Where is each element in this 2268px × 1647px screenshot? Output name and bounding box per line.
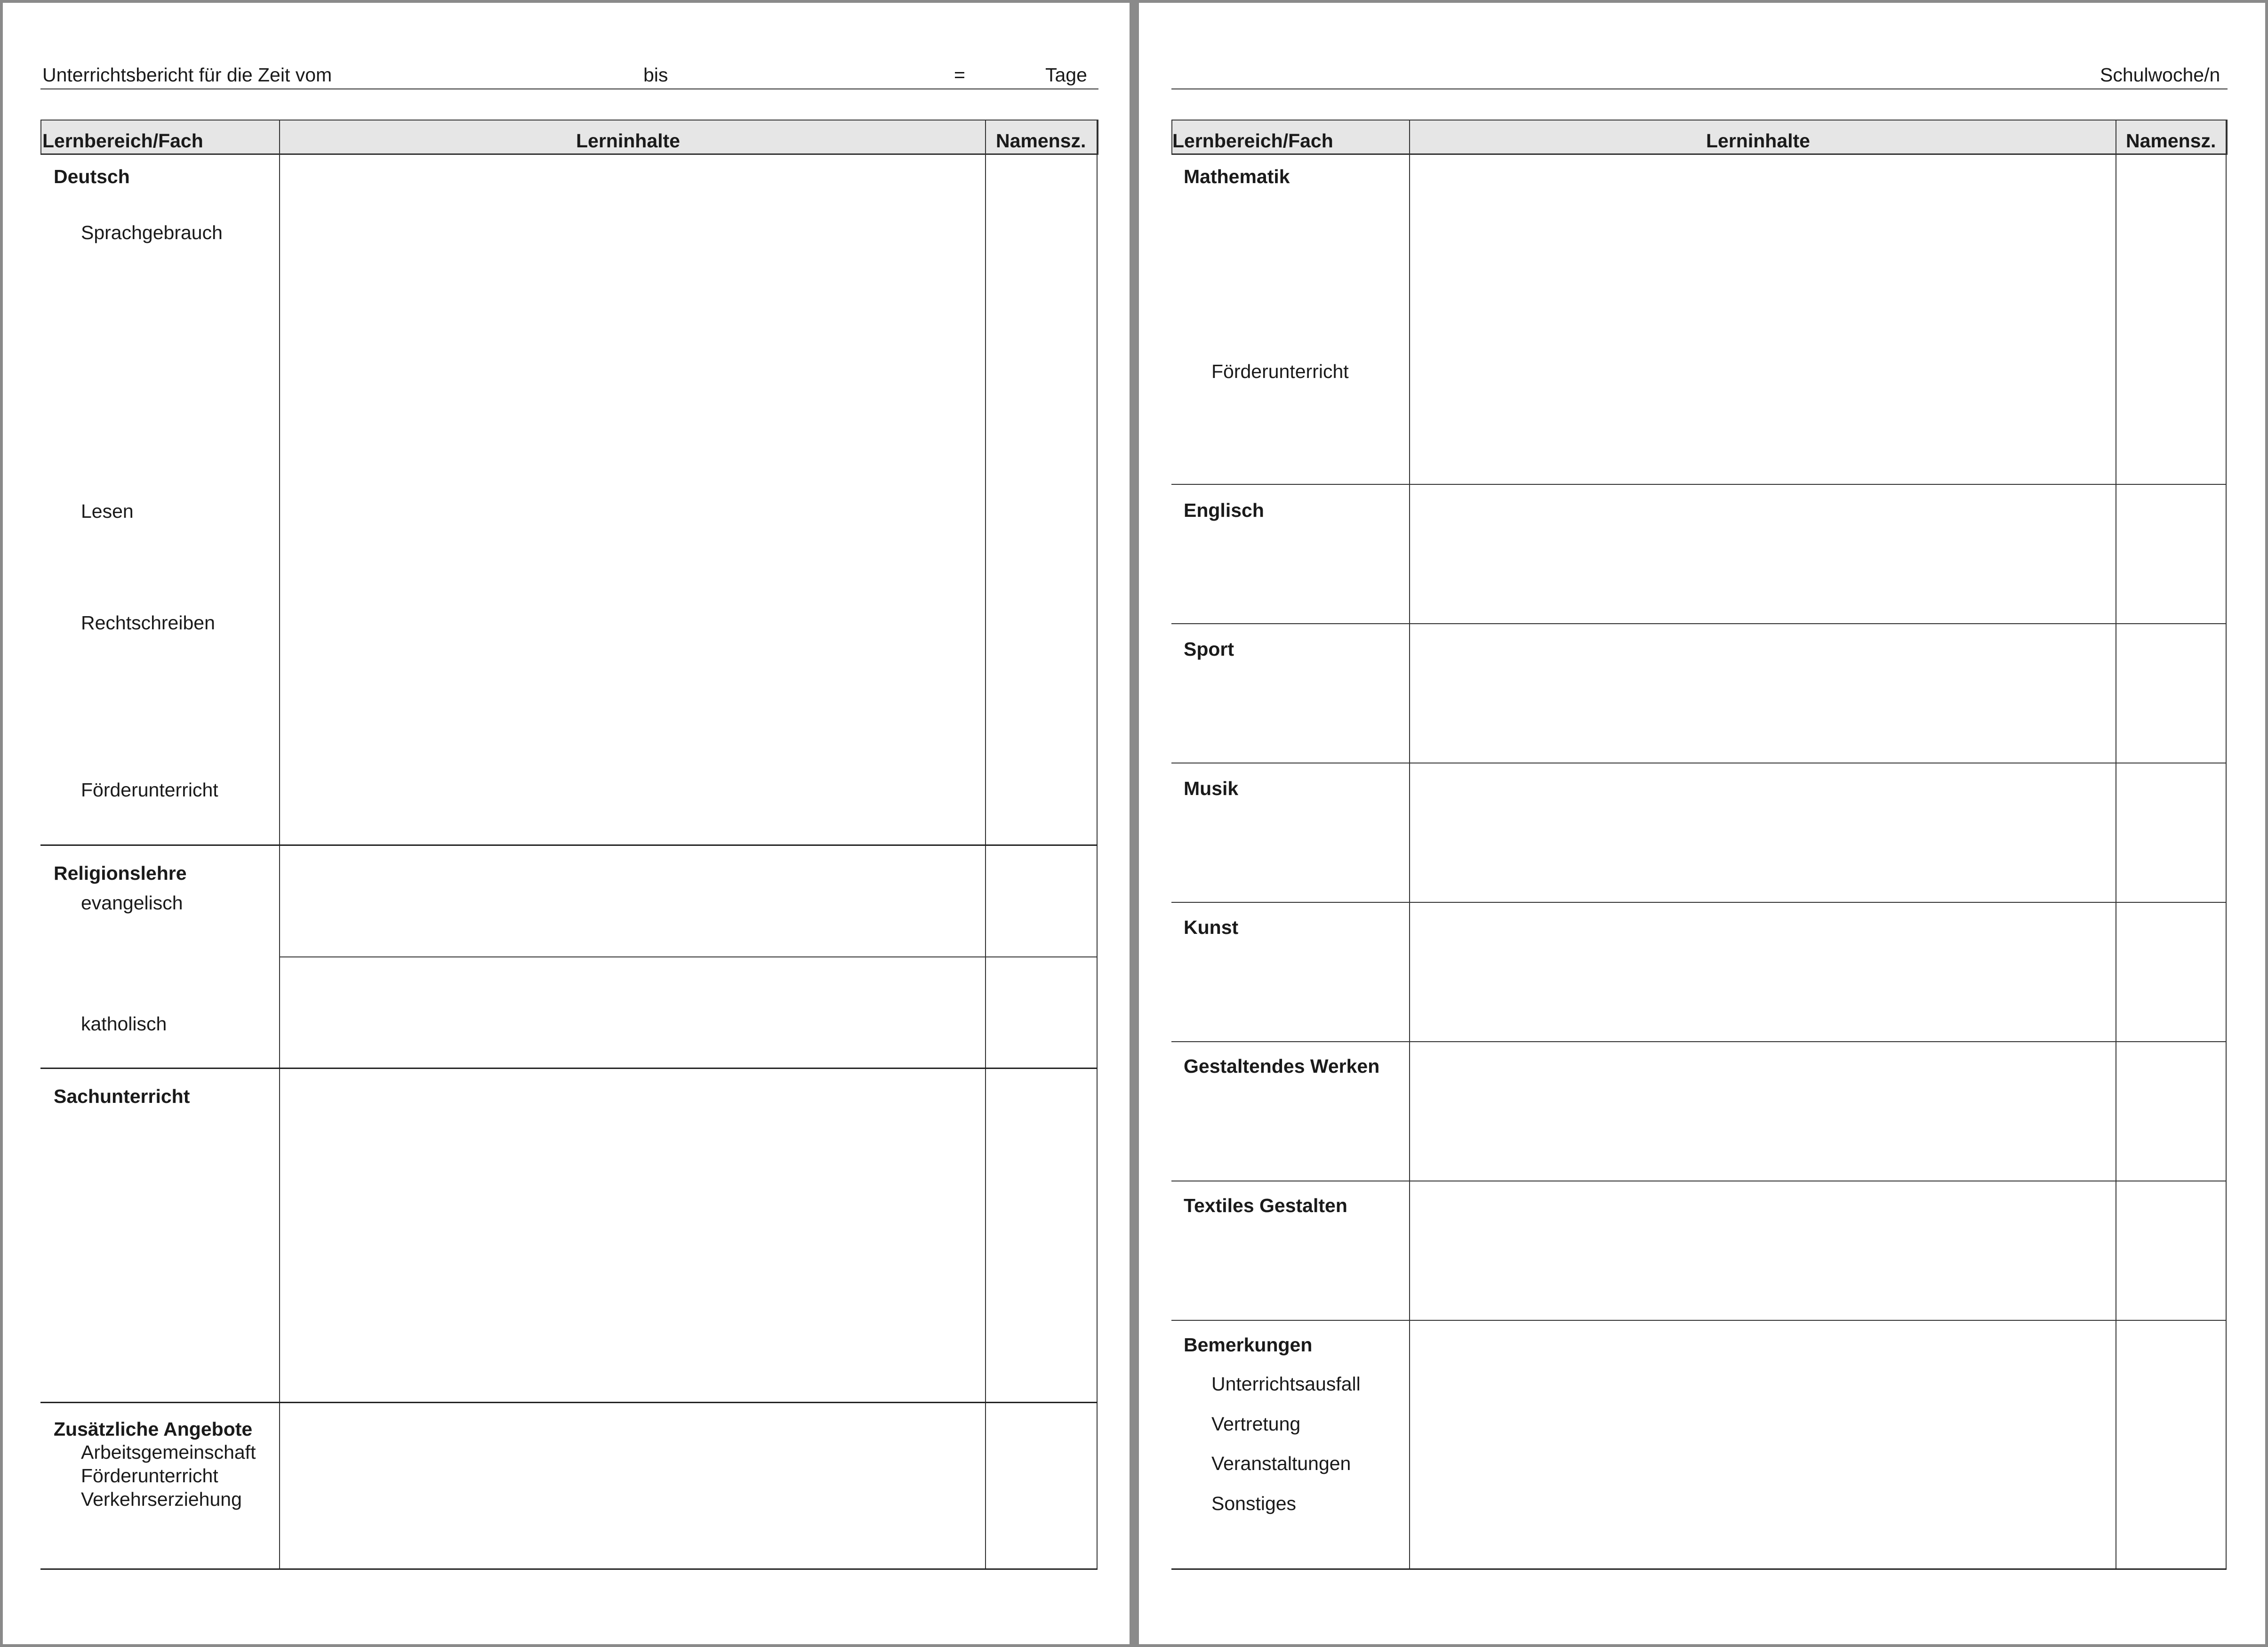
- sub-sonstiges: Sonstiges: [1211, 1493, 1297, 1514]
- sub-evangelisch: evangelisch: [81, 892, 183, 914]
- period-to-label: bis: [643, 64, 668, 86]
- column-divider-subject-right: [1409, 120, 1410, 1569]
- subject-sachunterricht: Sachunterricht: [54, 1085, 190, 1107]
- divider-musik: [1171, 902, 2227, 903]
- sub-katholisch: katholisch: [81, 1013, 167, 1035]
- divider-englisch: [1171, 623, 2227, 624]
- subject-sport: Sport: [1184, 638, 1234, 660]
- table-right-border-right: [2226, 120, 2227, 1569]
- column-header-initials-right: Namensz.: [2126, 130, 2216, 152]
- left-page: [3, 3, 1130, 1644]
- subject-deutsch: Deutsch: [54, 166, 130, 187]
- sub-lesen: Lesen: [81, 500, 134, 522]
- days-label: Tage: [1045, 64, 1087, 86]
- divider-religionslehre: [40, 1068, 1098, 1069]
- column-header-initials: Namensz.: [996, 130, 1086, 152]
- school-weeks-label: Schulwoche/n: [2100, 64, 2220, 86]
- subject-mathematik: Mathematik: [1184, 166, 1290, 187]
- subject-bemerkungen: Bemerkungen: [1184, 1334, 1313, 1356]
- column-header-content: Lerninhalte: [576, 130, 680, 152]
- column-header-subject: Lernbereich/Fach: [42, 130, 203, 152]
- divider-mathematik: [1171, 484, 2227, 485]
- sub-rechtschreiben: Rechtschreiben: [81, 612, 215, 634]
- sub-verkehrserziehung: Verkehrserziehung: [81, 1488, 242, 1510]
- sub-foerderunterricht-mathe: Förderunterricht: [1211, 361, 1349, 382]
- subject-religionslehre: Religionslehre: [54, 862, 187, 884]
- right-page: [1139, 3, 2265, 1644]
- sub-vertretung: Vertretung: [1211, 1413, 1301, 1435]
- sub-sprachgebrauch: Sprachgebrauch: [81, 222, 223, 243]
- sub-foerderunterricht-zusatz: Förderunterricht: [81, 1465, 218, 1486]
- sub-foerderunterricht-deutsch: Förderunterricht: [81, 779, 218, 801]
- sub-veranstaltungen: Veranstaltungen: [1211, 1453, 1351, 1474]
- subject-kunst: Kunst: [1184, 916, 1239, 938]
- subject-gestaltendes-werken: Gestaltendes Werken: [1184, 1055, 1380, 1077]
- sub-arbeitsgemeinschaft: Arbeitsgemeinschaft: [81, 1441, 256, 1463]
- weeks-entry-line[interactable]: [1171, 88, 2228, 89]
- period-entry-line[interactable]: [40, 88, 1098, 89]
- table-bottom-border-left: [40, 1568, 1098, 1570]
- column-header-content-right: Lerninhalte: [1706, 130, 1810, 152]
- equals-sign: =: [954, 64, 965, 86]
- divider-sachunterricht: [40, 1402, 1098, 1403]
- divider-evangelisch-katholisch: [279, 956, 1098, 957]
- divider-kunst: [1171, 1041, 2227, 1042]
- subject-zusaetzliche-angebote: Zusätzliche Angebote: [54, 1418, 253, 1440]
- report-period-label: Unterrichtsbericht für die Zeit vom: [42, 64, 332, 86]
- column-header-subject-right: Lernbereich/Fach: [1172, 130, 1333, 152]
- subject-musik: Musik: [1184, 778, 1239, 799]
- subject-englisch: Englisch: [1184, 499, 1264, 521]
- divider-textil: [1171, 1320, 2227, 1321]
- table-bottom-border-right: [1171, 1568, 2227, 1570]
- sub-unterrichtsausfall: Unterrichtsausfall: [1211, 1373, 1361, 1395]
- divider-deutsch: [40, 844, 1098, 846]
- subject-textiles-gestalten: Textiles Gestalten: [1184, 1195, 1347, 1216]
